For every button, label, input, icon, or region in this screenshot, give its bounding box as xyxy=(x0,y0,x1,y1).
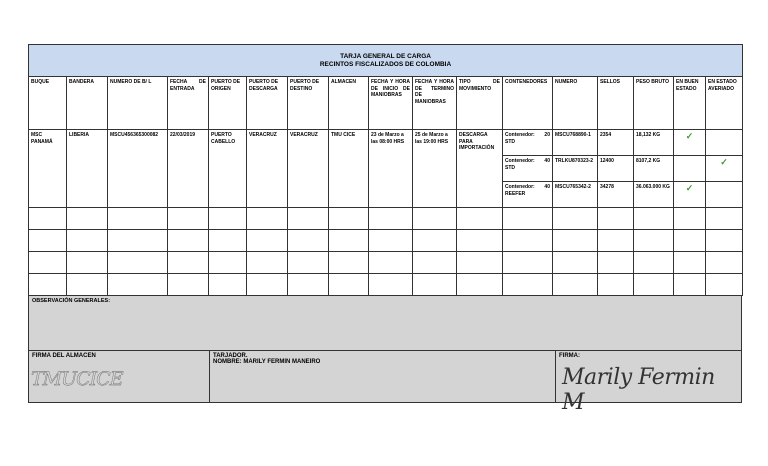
observations-label: OBSERVACIÓN GENERALES: xyxy=(32,298,111,304)
empty-row xyxy=(29,274,743,296)
header-puerto-origen: PUERTO DE ORIGEN xyxy=(209,77,247,130)
cell-termino: 25 de Marzo a las 19:00 HRS xyxy=(413,130,457,208)
cell-weight: 36.063.000 KG xyxy=(634,182,674,208)
warehouse-signature-label: FIRMA DEL ALMACEN xyxy=(32,353,96,359)
check-icon: ✓ xyxy=(685,131,694,141)
header-peso: PESO BRUTO xyxy=(634,77,674,130)
tally-clerk-block xyxy=(209,351,555,402)
table-row xyxy=(29,130,743,156)
header-contenedores: CONTENEDORES xyxy=(503,77,553,130)
cell-container-number: MSCU765342-2 xyxy=(553,182,598,208)
cell-container-number: MSCU768890-1 xyxy=(553,130,598,156)
cell-seal: 34278 xyxy=(598,182,634,208)
header-puerto-descarga: PUERTO DE DESCARGA xyxy=(247,77,288,130)
cargo-tally-sheet xyxy=(28,44,742,415)
signature-row xyxy=(29,350,741,415)
cell-damaged xyxy=(706,156,743,182)
cell-container-type: Contenedor: 40 STD xyxy=(503,156,553,182)
header-buen-estado: EN BUEN ESTADO xyxy=(674,77,706,130)
signature-label: FIRMA: xyxy=(559,353,580,359)
cell-good-condition xyxy=(674,156,706,182)
sheet-title xyxy=(29,45,743,77)
header-termino: FECHA Y HORA DE TERMINO DE MANIOBRAS xyxy=(413,77,457,130)
cell-weight: 18,132 KG xyxy=(634,130,674,156)
cell-weight: 8107,2 KG xyxy=(634,156,674,182)
cell-good-condition xyxy=(674,130,706,156)
tally-clerk-label: TARJADOR. xyxy=(213,353,248,359)
header-puerto-destino: PUERTO DE DESTINO xyxy=(288,77,329,130)
tally-clerk-name: NOMBRE: MARILY FERMIN MANEIRO xyxy=(213,359,321,365)
cell-container-type: Contenedor: 20 STD xyxy=(503,130,553,156)
header-numero: NUMERO xyxy=(553,77,598,130)
header-tipo: TIPO DE MOVIMIENTO xyxy=(457,77,503,130)
cell-inicio: 23 de Marzo a las 08:00 HRS xyxy=(369,130,413,208)
header-fecha-entrada: FECHA DE ENTRADA xyxy=(168,77,209,130)
cell-bandera: LIBERIA xyxy=(67,130,108,208)
header-sellos: SELLOS xyxy=(598,77,634,130)
cell-buque: MSC PANAMÁ xyxy=(29,130,67,208)
cell-fecha-entrada: 22/03/2019 xyxy=(168,130,209,208)
header-bl: NUMERO DE B/ L xyxy=(108,77,168,130)
cell-seal: 12400 xyxy=(598,156,634,182)
cell-puerto-descarga: VERACRUZ xyxy=(247,130,288,208)
cell-container-type: Contenedor: 40 REEFER xyxy=(503,182,553,208)
cell-good-condition xyxy=(674,182,706,208)
warehouse-signature: TMUCICE xyxy=(31,368,123,390)
check-icon: ✓ xyxy=(685,183,694,193)
cell-puerto-destino: VERACRUZ xyxy=(288,130,329,208)
header-inicio: FECHA Y HORA DE INICIO DE MANIOBRAS xyxy=(369,77,413,130)
title-line-2: RECINTOS FISCALIZADOS DE COLOMBIA xyxy=(319,60,452,68)
cell-damaged xyxy=(706,130,743,156)
header-almacen: ALMACEN xyxy=(329,77,369,130)
empty-row xyxy=(29,230,743,252)
title-line-1: TARJA GENERAL DE CARGA xyxy=(340,52,431,60)
warehouse-signature-block xyxy=(29,351,209,402)
clerk-signature: Marily Fermin M xyxy=(562,365,715,415)
footer-section xyxy=(28,296,742,415)
check-icon: ✓ xyxy=(720,157,728,167)
header-bandera: BANDERA xyxy=(67,77,108,130)
cargo-table xyxy=(28,44,743,296)
cell-almacen: TMU CICE xyxy=(329,130,369,208)
signature-block xyxy=(555,351,741,415)
cell-puerto-origen: PUERTO CABELLO xyxy=(209,130,247,208)
header-buque: BUQUE xyxy=(29,77,67,130)
header-averiado: EN ESTADO AVERIADO xyxy=(706,77,743,130)
empty-row xyxy=(29,208,743,230)
cell-tipo: DESCARGA PARA IMPORTACIÓN xyxy=(457,130,503,208)
cell-container-number: TRLKU870323-2 xyxy=(553,156,598,182)
empty-row xyxy=(29,252,743,274)
header-row xyxy=(29,77,743,130)
cell-bl: MSCU456365300082 xyxy=(108,130,168,208)
cell-seal: 2354 xyxy=(598,130,634,156)
cell-damaged xyxy=(706,182,743,208)
